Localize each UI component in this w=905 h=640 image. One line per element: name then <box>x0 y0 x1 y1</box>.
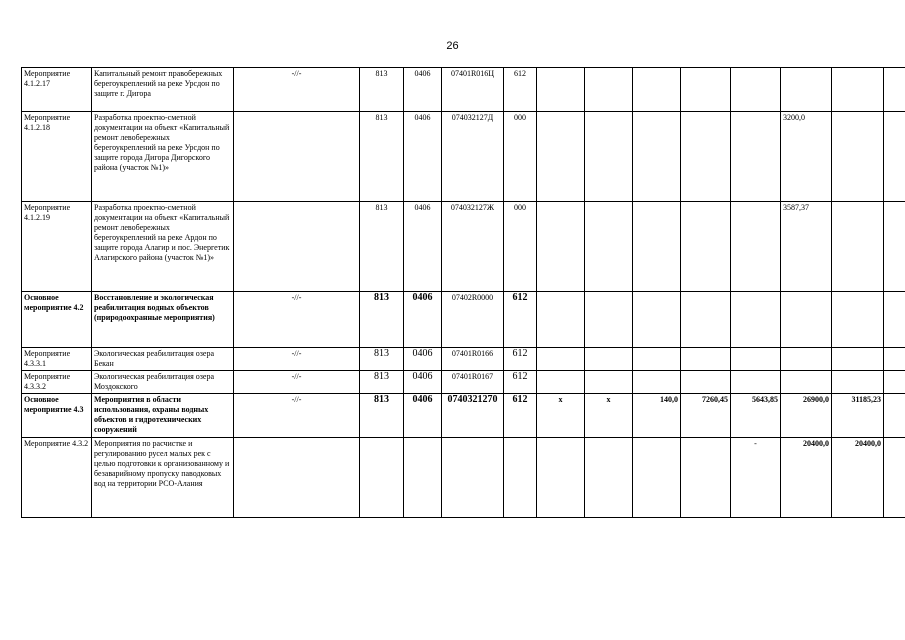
row-grbs: 813 <box>360 394 404 438</box>
row-id: Мероприятие 4.1.2.17 <box>22 68 92 112</box>
row-value-5 <box>731 202 781 292</box>
row-responsible: -//- <box>234 68 360 112</box>
row-csr: 07401R016Ц <box>442 68 504 112</box>
row-responsible: -//- <box>234 394 360 438</box>
row-id: Основное мероприятие 4.3 <box>22 394 92 438</box>
row-value-3 <box>633 348 681 371</box>
row-responsible: -//- <box>234 348 360 371</box>
row-csr <box>442 438 504 518</box>
row-id: Мероприятие 4.3.3.2 <box>22 371 92 394</box>
row-value-4 <box>681 68 731 112</box>
row-name: Капитальный ремонт правобережных берегоукреплений на реке Урсдон по защите г. Дигора <box>92 68 234 112</box>
row-value-4: 7260,45 <box>681 394 731 438</box>
row-value-2 <box>585 292 633 348</box>
row-value-3 <box>633 371 681 394</box>
row-grbs: 813 <box>360 202 404 292</box>
row-vr: 612 <box>504 371 537 394</box>
row-csr: 07402R0000 <box>442 292 504 348</box>
table-row <box>22 112 905 202</box>
row-responsible: -//- <box>234 292 360 348</box>
row-value-6 <box>781 371 832 394</box>
row-value-4 <box>681 438 731 518</box>
row-value-8 <box>884 348 905 371</box>
row-value-4 <box>681 371 731 394</box>
row-value-6: 20400,0 <box>781 438 832 518</box>
row-value-7 <box>832 292 884 348</box>
row-value-6 <box>781 348 832 371</box>
row-value-8 <box>884 202 905 292</box>
row-grbs: 813 <box>360 112 404 202</box>
row-value-2 <box>585 348 633 371</box>
row-value-3 <box>633 112 681 202</box>
row-value-7: 20400,0 <box>832 438 884 518</box>
row-value-1 <box>537 371 585 394</box>
row-value-4 <box>681 292 731 348</box>
row-grbs: 813 <box>360 371 404 394</box>
row-value-3 <box>633 202 681 292</box>
row-rzpr: 0406 <box>404 112 442 202</box>
row-id: Мероприятие 4.3.2 <box>22 438 92 518</box>
row-value-5 <box>731 371 781 394</box>
table-row <box>22 68 905 112</box>
row-value-7 <box>832 202 884 292</box>
row-grbs <box>360 438 404 518</box>
budget-table <box>21 67 905 518</box>
row-value-1 <box>537 68 585 112</box>
row-vr: 000 <box>504 202 537 292</box>
row-value-8 <box>884 394 905 438</box>
row-value-8 <box>884 112 905 202</box>
row-name: Разработка проектно-сметной документации на объект «Капитальный ремонт левобережных берегоукреплений на реке Ардон по защите города Алагир и пос. Энергетик Алагирского района (участок №1)» <box>92 202 234 292</box>
table-row <box>22 202 905 292</box>
row-value-1 <box>537 202 585 292</box>
row-name: Экологическая реабилитация озера Бекан <box>92 348 234 371</box>
row-value-6 <box>781 68 832 112</box>
row-value-1 <box>537 292 585 348</box>
row-responsible <box>234 202 360 292</box>
row-value-7: 31185,23 <box>832 394 884 438</box>
row-name: Экологическая реабилитация озера Моздокского <box>92 371 234 394</box>
row-vr: 612 <box>504 394 537 438</box>
row-vr <box>504 438 537 518</box>
row-csr: 074032127Ж <box>442 202 504 292</box>
row-vr: 612 <box>504 292 537 348</box>
row-value-5 <box>731 112 781 202</box>
row-name: Мероприятия по расчистке и регулированию русел малых рек с целью подготовки к организованному и безаварийному пропуску паводковых вод на территории РСО-Алания <box>92 438 234 518</box>
row-value-5: 5643,85 <box>731 394 781 438</box>
row-value-4 <box>681 348 731 371</box>
row-name: Разработка проектно-сметной документации на объект «Капитальный ремонт левобережных берегоукреплений на реке Урсдон по защите города Дигора Дигорского района (участок №1)» <box>92 112 234 202</box>
row-value-2 <box>585 202 633 292</box>
row-value-1 <box>537 438 585 518</box>
row-name: Мероприятия в области использования, охраны водных объектов и гидротехнических сооружений <box>92 394 234 438</box>
row-grbs: 813 <box>360 348 404 371</box>
row-value-7 <box>832 68 884 112</box>
row-value-3 <box>633 438 681 518</box>
row-vr: 000 <box>504 112 537 202</box>
row-responsible: -//- <box>234 371 360 394</box>
row-rzpr: 0406 <box>404 394 442 438</box>
row-value-4 <box>681 202 731 292</box>
row-value-6: 3587,37 <box>781 202 832 292</box>
row-value-3: 140,0 <box>633 394 681 438</box>
row-rzpr: 0406 <box>404 292 442 348</box>
table-row <box>22 394 905 438</box>
row-value-3 <box>633 68 681 112</box>
row-value-1 <box>537 112 585 202</box>
row-responsible <box>234 438 360 518</box>
row-value-2 <box>585 371 633 394</box>
row-id: Основное мероприятие 4.2 <box>22 292 92 348</box>
row-vr: 612 <box>504 68 537 112</box>
table-row <box>22 438 905 518</box>
row-value-8 <box>884 68 905 112</box>
row-value-7 <box>832 371 884 394</box>
row-rzpr: 0406 <box>404 348 442 371</box>
row-value-2: x <box>585 394 633 438</box>
row-csr: 07401R0167 <box>442 371 504 394</box>
row-value-1 <box>537 348 585 371</box>
row-rzpr <box>404 438 442 518</box>
row-csr: 074032127Д <box>442 112 504 202</box>
row-id: Мероприятие 4.1.2.18 <box>22 112 92 202</box>
row-id: Мероприятие 4.1.2.19 <box>22 202 92 292</box>
table-row <box>22 348 905 371</box>
row-value-7 <box>832 112 884 202</box>
row-name: Восстановление и экологическая реабилитация водных объектов (природоохранные мероприятия) <box>92 292 234 348</box>
row-value-8 <box>884 438 905 518</box>
row-vr: 612 <box>504 348 537 371</box>
row-value-5 <box>731 348 781 371</box>
table-row <box>22 371 905 394</box>
row-rzpr: 0406 <box>404 202 442 292</box>
table-row <box>22 292 905 348</box>
row-rzpr: 0406 <box>404 371 442 394</box>
row-value-8 <box>884 371 905 394</box>
row-value-8 <box>884 292 905 348</box>
row-value-2 <box>585 112 633 202</box>
page-number: 26 <box>446 40 459 52</box>
row-grbs: 813 <box>360 68 404 112</box>
row-csr: 07401R0166 <box>442 348 504 371</box>
row-value-5 <box>731 292 781 348</box>
row-grbs: 813 <box>360 292 404 348</box>
row-value-6: 3200,0 <box>781 112 832 202</box>
row-value-4 <box>681 112 731 202</box>
row-value-3 <box>633 292 681 348</box>
row-csr: 0740321270 <box>442 394 504 438</box>
row-value-1: x <box>537 394 585 438</box>
row-responsible <box>234 112 360 202</box>
row-value-6: 26900,0 <box>781 394 832 438</box>
row-value-6 <box>781 292 832 348</box>
row-value-2 <box>585 68 633 112</box>
row-value-7 <box>832 348 884 371</box>
row-id: Мероприятие 4.3.3.1 <box>22 348 92 371</box>
row-value-5: - <box>731 438 781 518</box>
row-rzpr: 0406 <box>404 68 442 112</box>
row-value-5 <box>731 68 781 112</box>
row-value-2 <box>585 438 633 518</box>
